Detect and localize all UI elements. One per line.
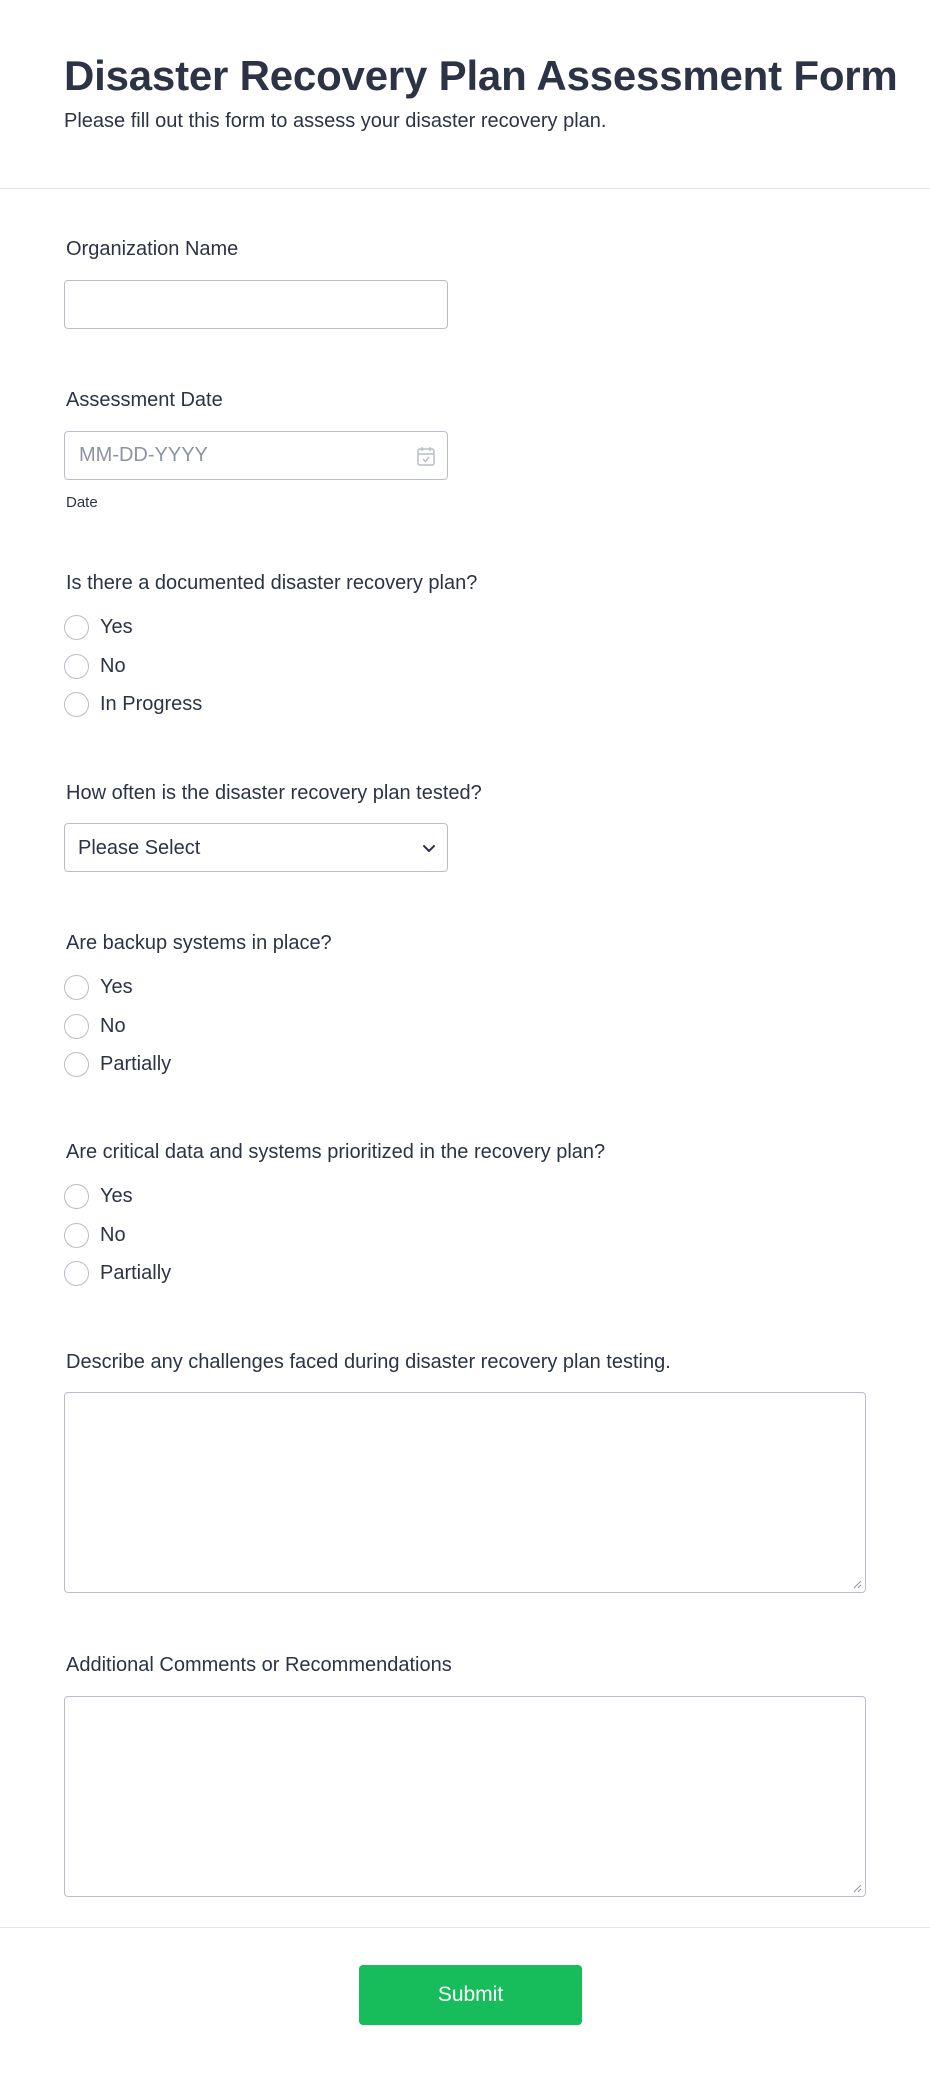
- documented-plan-label: Is there a documented disaster recovery plan?: [66, 572, 478, 594]
- resize-grip-icon[interactable]: [852, 1883, 862, 1893]
- assessment-date-label: Assessment Date: [66, 389, 223, 411]
- calendar-icon[interactable]: [417, 446, 435, 466]
- critical-prioritized-label: Are critical data and systems prioritized in the recovery plan?: [66, 1141, 606, 1163]
- comments-field[interactable]: [64, 1696, 866, 1897]
- critical-prioritized-option-yes[interactable]: [64, 1183, 133, 1209]
- radio-button[interactable]: [64, 1223, 89, 1248]
- assessment-date-field[interactable]: [64, 431, 448, 480]
- org-name-label: Organization Name: [66, 238, 239, 260]
- documented-plan-option-in-progress[interactable]: [64, 691, 202, 717]
- test-frequency-select[interactable]: [64, 823, 448, 872]
- challenges-field[interactable]: [64, 1392, 866, 1593]
- critical-prioritized-option-partially[interactable]: [64, 1260, 171, 1286]
- form-footer: [0, 1927, 930, 2074]
- comments-label: Additional Comments or Recommendations: [66, 1654, 452, 1676]
- radio-label: Partially: [100, 1261, 172, 1284]
- radio-button[interactable]: [64, 615, 89, 640]
- radio-label: No: [100, 654, 126, 677]
- select-value: Please Select: [78, 837, 201, 859]
- documented-plan-option-no[interactable]: [64, 653, 126, 679]
- radio-label: Yes: [100, 615, 133, 638]
- backup-systems-option-partially[interactable]: [64, 1051, 171, 1077]
- form-header: [0, 0, 930, 189]
- radio-label: Partially: [100, 1052, 172, 1075]
- assessment-date-sublabel: Date: [66, 494, 98, 511]
- critical-prioritized-option-no[interactable]: [64, 1222, 126, 1248]
- org-name-input[interactable]: [65, 281, 447, 328]
- radio-label: Yes: [100, 975, 133, 998]
- challenges-textarea[interactable]: [65, 1393, 865, 1592]
- documented-plan-option-yes[interactable]: [64, 614, 133, 640]
- submit-button[interactable]: Submit: [359, 1965, 582, 2025]
- radio-label: No: [100, 1014, 126, 1037]
- radio-label: In Progress: [100, 692, 203, 715]
- radio-button[interactable]: [64, 1261, 89, 1286]
- radio-button[interactable]: [64, 1052, 89, 1077]
- radio-label: Yes: [100, 1184, 133, 1207]
- resize-grip-icon[interactable]: [852, 1579, 862, 1589]
- test-frequency-label: How often is the disaster recovery plan tested?: [66, 782, 482, 804]
- comments-textarea[interactable]: [65, 1697, 865, 1896]
- assessment-date-input[interactable]: [65, 432, 447, 479]
- radio-button[interactable]: [64, 1014, 89, 1039]
- form-title: Disaster Recovery Plan Assessment Form: [64, 52, 898, 99]
- radio-button[interactable]: [64, 654, 89, 679]
- challenges-label: Describe any challenges faced during disaster recovery plan testing.: [66, 1351, 671, 1373]
- radio-button[interactable]: [64, 1184, 89, 1209]
- backup-systems-option-yes[interactable]: [64, 974, 133, 1000]
- chevron-down-icon[interactable]: [421, 840, 437, 856]
- radio-button[interactable]: [64, 975, 89, 1000]
- radio-label: No: [100, 1223, 126, 1246]
- backup-systems-option-no[interactable]: [64, 1013, 126, 1039]
- backup-systems-label: Are backup systems in place?: [66, 932, 332, 954]
- form-subtitle: Please fill out this form to assess your disaster recovery plan.: [64, 110, 607, 132]
- radio-button[interactable]: [64, 692, 89, 717]
- org-name-field[interactable]: [64, 280, 448, 329]
